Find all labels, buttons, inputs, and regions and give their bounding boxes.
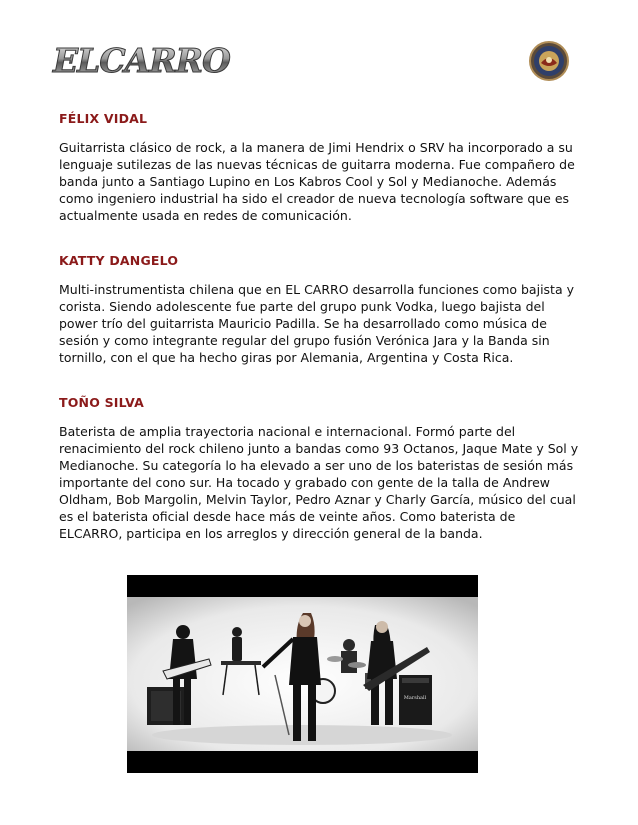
bio-line: Baterista de amplia trayectoria nacional e internacional. Formó parte del — [59, 424, 516, 439]
member-name: TOÑO SILVA — [59, 395, 144, 410]
bio-line: Multi-instrumentista chilena que en EL CARRO desarrolla funciones como bajista y — [59, 282, 574, 297]
bio-line: lenguaje sutilezas de las nuevas técnicas de guitarra moderna. Fue compañero de — [59, 157, 575, 172]
member-bios — [59, 110, 584, 542]
amp-brand: Marshall — [403, 695, 427, 701]
bio-line: sesión y como integrante regular del grupo fusión Verónica Jara y la Banda sin — [59, 333, 550, 348]
amp-right — [399, 675, 432, 725]
member-bio — [59, 281, 584, 366]
bio-line: Oldham, Bob Margolin, Melvin Taylor, Pedro Aznar y Charly García, músico del cual — [59, 492, 576, 507]
band-emblem-icon — [529, 41, 569, 81]
bio-line: como ingeniero industrial ha sido el creador de nueva tecnología software que es — [59, 191, 570, 206]
bio-line: ELCARRO, participa en los arreglos y dirección general de la banda. — [59, 526, 483, 541]
bio-line: banda junto a Santiago Lupino en Los Kabros Cool y Sol y Medianoche. Además — [59, 174, 557, 189]
band-photo — [127, 575, 478, 773]
logo-text: ELCARRO — [53, 41, 230, 80]
bio-line: corista. Siendo adolescente fue parte del grupo punk Vodka, luego bajista del — [59, 299, 545, 314]
member-name: FÉLIX VIDAL — [59, 111, 148, 126]
bio-line: power trío del guitarrista Mauricio Padilla. Se ha desarrollado como música de — [59, 316, 547, 331]
member-bio — [59, 423, 584, 542]
elcarro-logo — [50, 38, 230, 84]
member-section — [59, 110, 584, 224]
bio-line: actualmente usada en redes de comunicación. — [59, 208, 352, 223]
bio-line: tornillo, con el que ha hecho giras por Alemania, Argentina y Costa Rica. — [59, 350, 514, 365]
bio-line: renacimiento del rock chileno junto a bandas como 93 Octanos, Jaque Mate y Sol y — [59, 441, 579, 456]
bio-line: importante del cono sur. Ha tocado y grabado con gente de la talla de Andrew — [59, 475, 551, 490]
member-bio — [59, 139, 584, 224]
member-section — [59, 394, 584, 542]
member-name: KATTY DANGELO — [59, 253, 179, 268]
member-section — [59, 252, 584, 366]
bio-line: Medianoche. Su categoría lo ha elevado a ser uno de los bateristas de sesión más — [59, 458, 574, 473]
bio-line: es el baterista oficial desde hace más de veinte años. Como baterista de — [59, 509, 516, 524]
bio-line: Guitarrista clásico de rock, a la manera de Jimi Hendrix o SRV ha incorporado a su — [59, 140, 573, 155]
